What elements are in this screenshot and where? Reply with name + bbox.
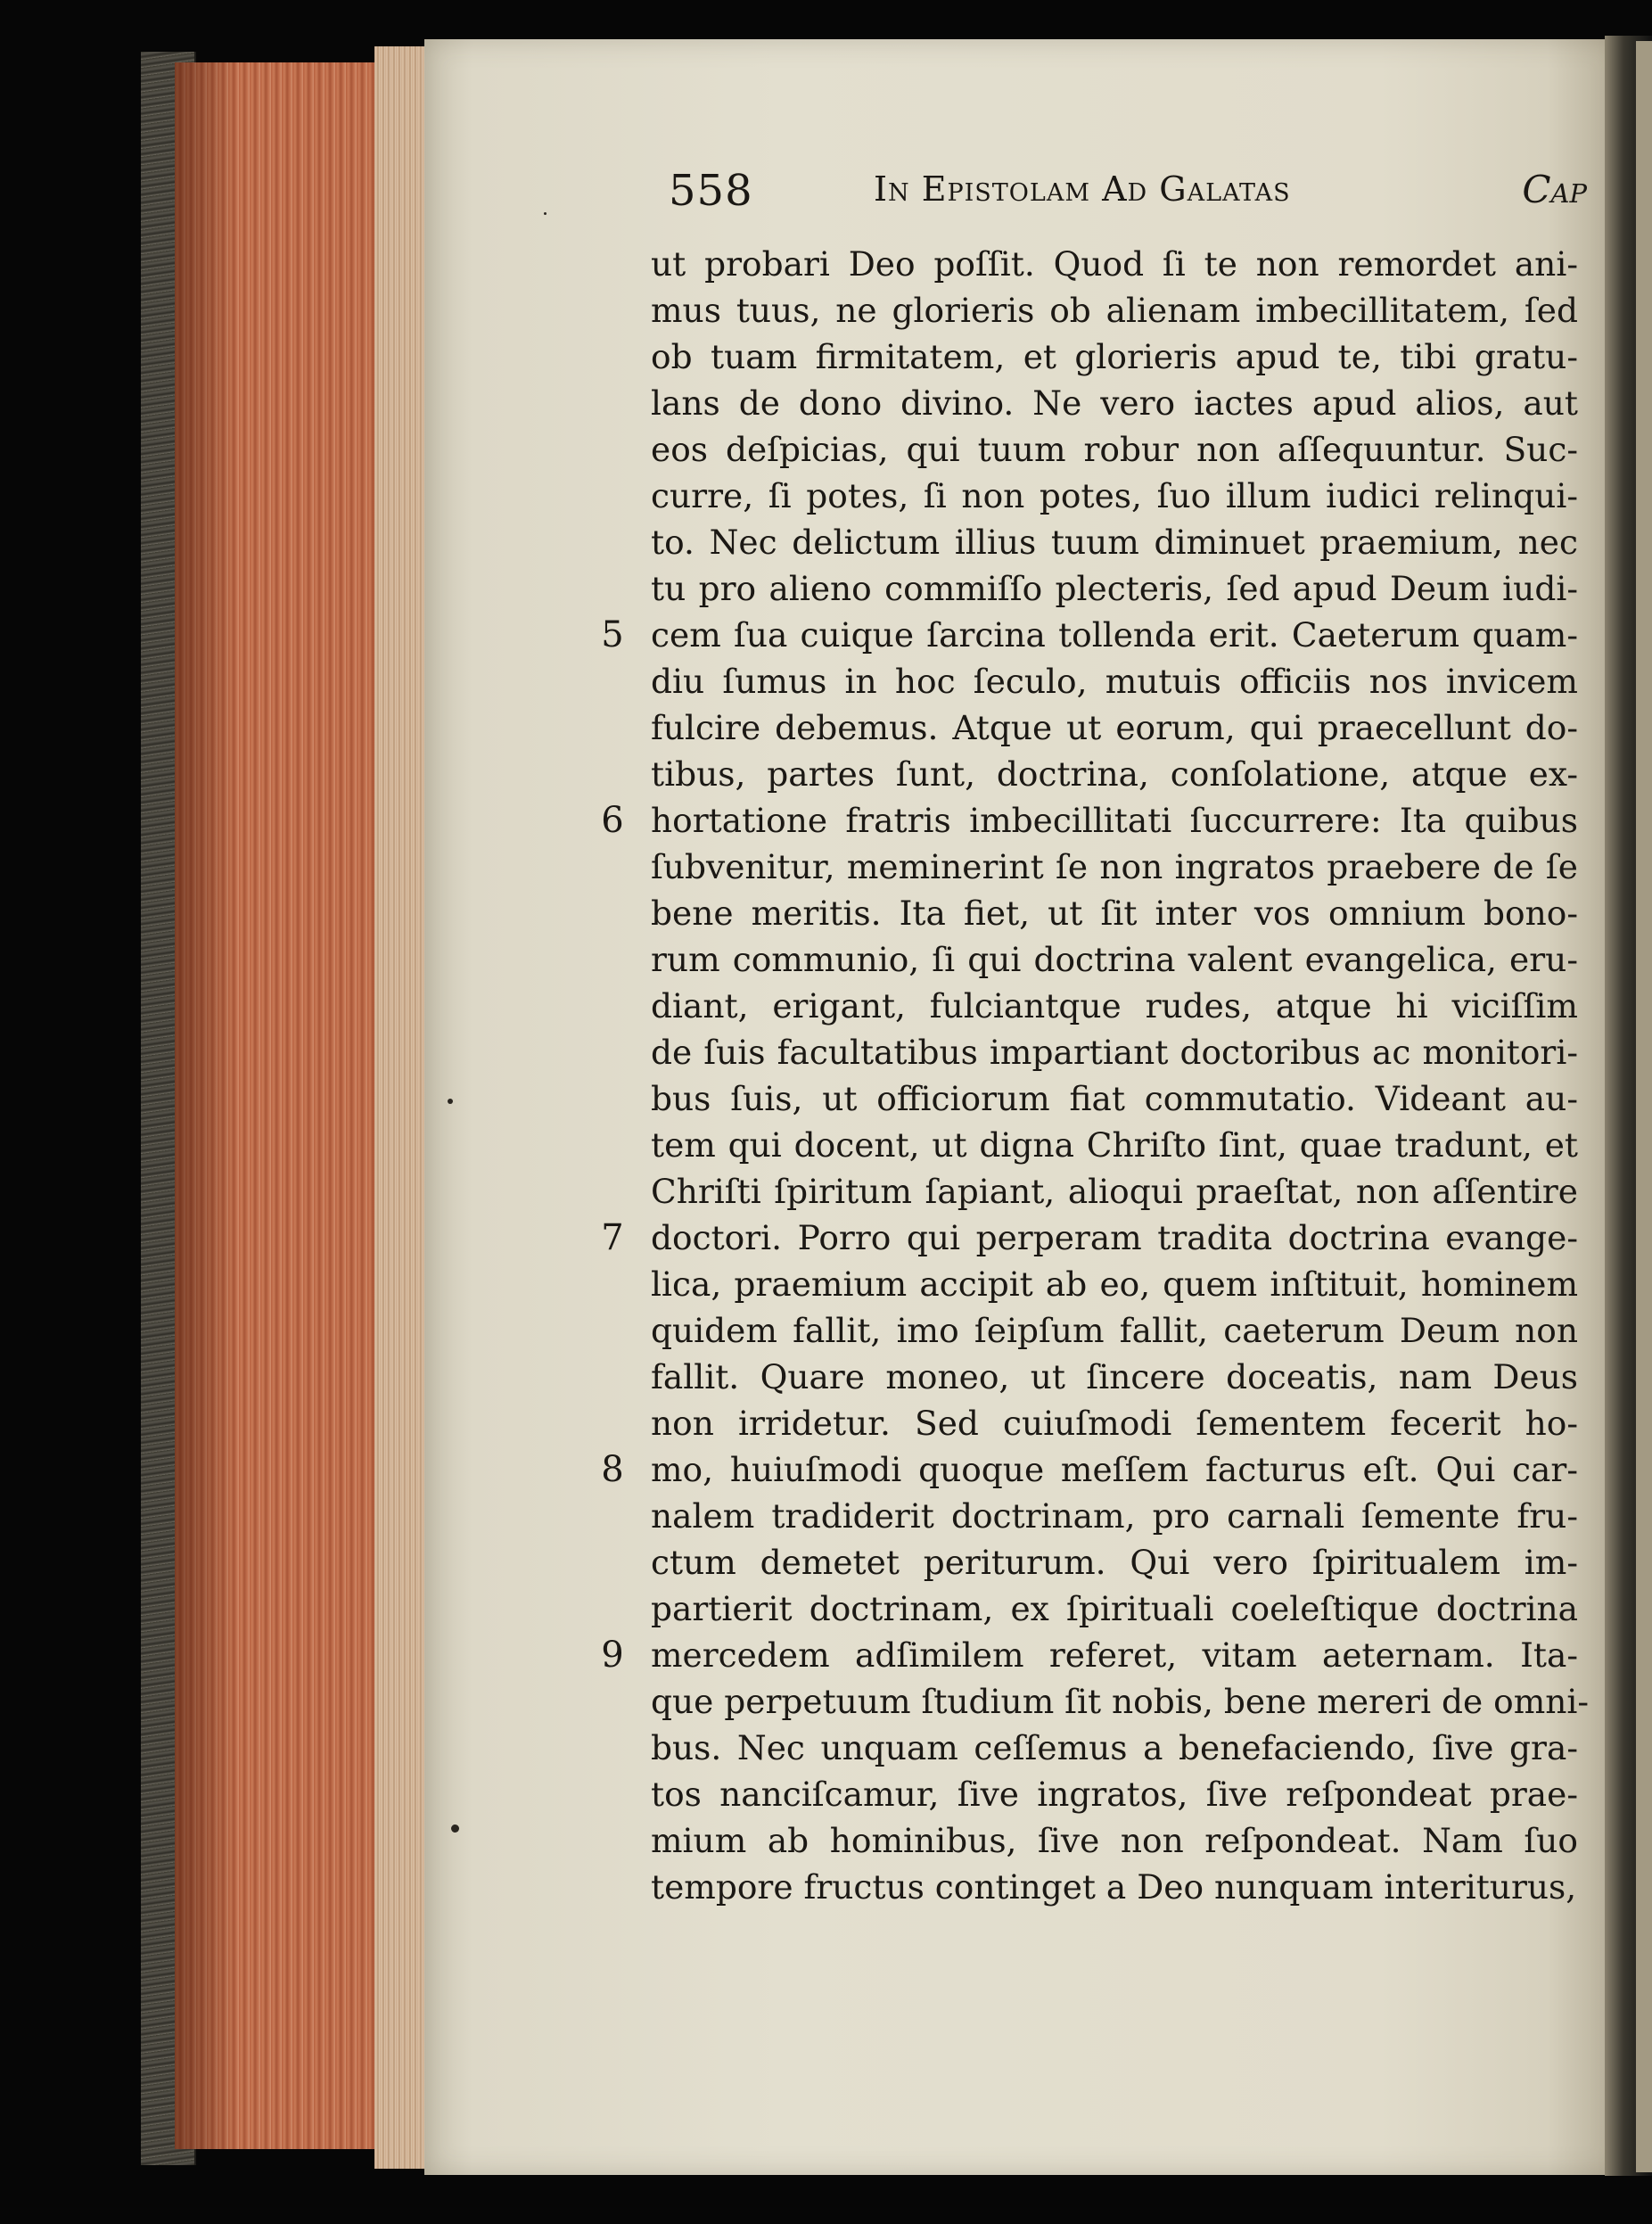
text-line: curre, ſi potes, ſi non potes, ſuo illum iudici relinqui- — [651, 476, 1578, 515]
text-line: bene meritis. Ita fiet, ut ſit inter vos omnium bono- — [651, 894, 1578, 933]
chapter-label: Cap — [1522, 168, 1587, 211]
text-line: partierit doctrinam, ex ſpirituali coeleſtique doctrina — [651, 1589, 1578, 1628]
text-line: mium ab hominibus, ſive non reſpondeat. Nam ſuo — [651, 1821, 1578, 1860]
text-line: mercedem adſimilem referet, vitam aeternam. Ita- — [651, 1635, 1578, 1675]
text-line: Chriſti ſpiritum ſapiant, alioqui praeſtat, non aſſentire — [651, 1172, 1578, 1211]
page-speck — [451, 1825, 459, 1833]
verse-number: 9 — [601, 1635, 624, 1676]
text-line: tibus, partes ſunt, doctrina, conſolatione, atque ex- — [651, 754, 1578, 794]
text-line: quidem fallit, imo ſeipſum fallit, caeterum Deum non — [651, 1311, 1578, 1350]
text-line: diant, erigant, fulciantque rudes, atque hi viciſſim — [651, 986, 1578, 1026]
text-line: nalem tradiderit doctrinam, pro carnali ſemente fru- — [651, 1496, 1578, 1536]
text-line: tem qui docent, ut digna Chriſto ſint, quae tradunt, et — [651, 1125, 1578, 1165]
text-line: tempore fructus continget a Deo nunquam interiturus, — [651, 1867, 1577, 1907]
text-line: non irridetur. Sed cuiuſmodi ſementem fecerit ho- — [651, 1404, 1578, 1443]
verse-number: 6 — [601, 800, 624, 841]
verse-number: 5 — [601, 614, 624, 655]
page-edge-inner — [374, 46, 426, 2169]
text-line: rum communio, ſi qui doctrina valent evangelica, eru- — [651, 940, 1578, 979]
text-line: ſubvenitur, meminerint ſe non ingratos praebere de ſe — [651, 847, 1578, 886]
text-line: doctori. Porro qui perperam tradita doctrina evange- — [651, 1218, 1578, 1257]
text-line: que perpetuum ſtudium ſit nobis, bene mereri de omni- — [651, 1682, 1590, 1721]
verse-number: 7 — [601, 1217, 624, 1258]
text-line: tu pro alieno commiſſo plecteris, ſed apud Deum iudi- — [651, 569, 1578, 608]
text-line: mus tuus, ne glorieris ob alienam imbecillitatem, ſed — [651, 291, 1578, 330]
page-speck — [544, 212, 547, 215]
text-line: to. Nec delictum illius tuum diminuet praemium, nec — [651, 523, 1578, 562]
text-line: cem ſua cuique ſarcina tollenda erit. Caeterum quam- — [651, 615, 1578, 655]
verse-number: 8 — [601, 1449, 624, 1490]
facing-page-edge — [1636, 41, 1652, 2172]
page-speck — [448, 1099, 453, 1104]
text-line: tos nanciſcamur, ſive ingratos, ſive reſpondeat prae- — [651, 1775, 1578, 1814]
text-line: fallit. Quare moneo, ut ſincere doceatis, nam Deus — [651, 1357, 1578, 1396]
text-line: ctum demetet periturum. Qui vero ſpiritualem im- — [651, 1543, 1578, 1582]
running-header — [660, 159, 1587, 221]
running-title: In Epistolam Ad Galatas — [874, 169, 1291, 209]
text-line: eos deſpicias, qui tuum robur non aſſequuntur. Suc- — [651, 430, 1578, 469]
page-number: 558 — [669, 166, 753, 216]
text-line: hortatione fratris imbecillitati ſuccurrere: Ita quibus — [651, 801, 1578, 840]
text-line: ob tuam firmitatem, et glorieris apud te, tibi gratu- — [651, 337, 1578, 376]
text-line: lans de dono divino. Ne vero iactes apud alios, aut — [651, 383, 1578, 423]
text-line: fulcire debemus. Atque ut eorum, qui praecellunt do- — [651, 708, 1578, 747]
text-line: diu ſumus in hoc ſeculo, mutuis officiis nos invicem — [651, 662, 1578, 701]
text-line: mo, huiuſmodi quoque meſſem facturus eſt. Qui car- — [651, 1450, 1578, 1489]
text-line: bus. Nec unquam ceſſemus a benefaciendo, ſive gra- — [651, 1728, 1578, 1767]
text-line: ut probari Deo poſſit. Quod ſi te non remordet ani- — [651, 244, 1578, 284]
text-line: lica, praemium accipit ab eo, quem inſtituit, hominem — [651, 1264, 1578, 1304]
text-line: bus ſuis, ut officiorum fiat commutatio. Videant au- — [651, 1079, 1578, 1118]
text-line: de ſuis facultatibus impartiant doctoribus ac monitori- — [651, 1033, 1578, 1072]
